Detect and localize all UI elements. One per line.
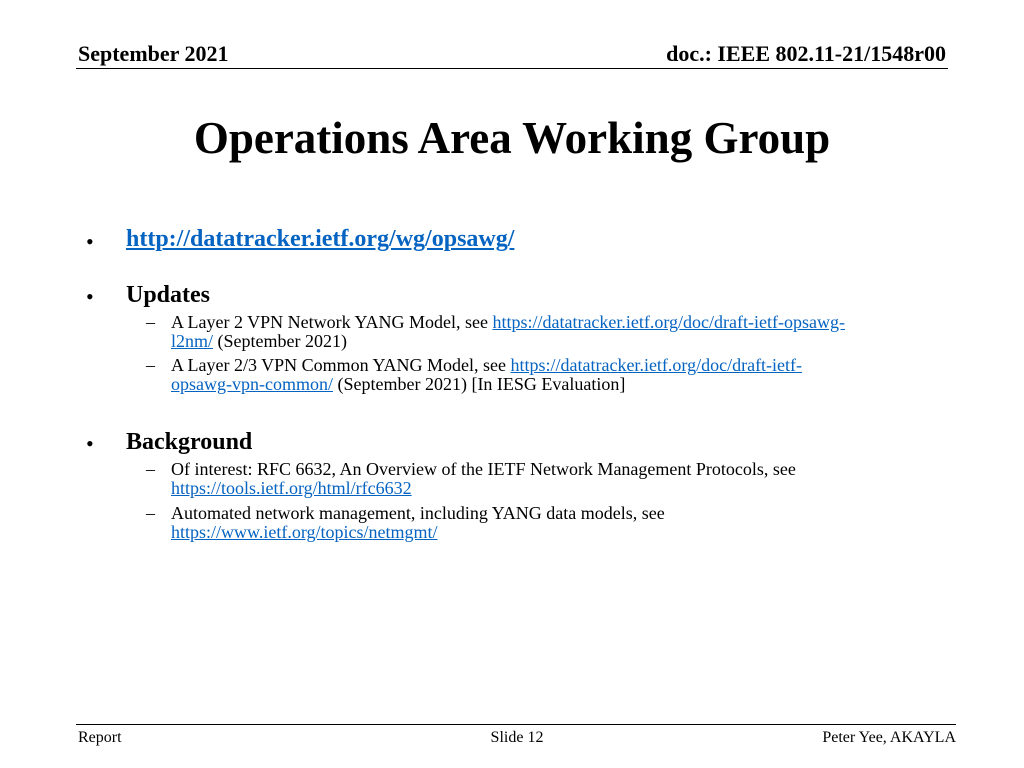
update-item-l2nm-text: A Layer 2 VPN Network YANG Model, see	[171, 312, 493, 332]
update-item-vpn-common-text: A Layer 2/3 VPN Common YANG Model, see	[171, 355, 511, 375]
netmgmt-topic-link[interactable]: https://www.ietf.org/topics/netmgmt/	[171, 522, 438, 542]
background-item-rfc6632-text: Of interest: RFC 6632, An Overview of the IETF Network Management Protocols, see	[171, 459, 796, 479]
l2nm-draft-link-part1[interactable]: https://datatracker.ietf.org/doc/draft-ietf-opsawg-	[492, 312, 845, 332]
slide-title: Operations Area Working Group	[193, 113, 831, 163]
rfc6632-link[interactable]: https://tools.ietf.org/html/rfc6632	[171, 478, 412, 498]
background-heading: Background	[126, 429, 253, 455]
bullet-marker: •	[86, 431, 94, 456]
dash-marker: –	[146, 503, 155, 523]
footer-divider	[76, 724, 956, 725]
bullet-marker: •	[86, 229, 94, 254]
vpn-common-draft-link-part1[interactable]: https://datatracker.ietf.org/doc/draft-ietf-	[510, 355, 803, 375]
l2nm-draft-link-part2[interactable]: l2nm/	[171, 331, 214, 351]
update-item-vpn-common	[171, 356, 931, 394]
update-item-l2nm	[171, 313, 931, 351]
updates-heading: Updates	[126, 282, 211, 308]
dash-marker: –	[146, 355, 155, 375]
opsawg-wg-link[interactable]: http://datatracker.ietf.org/wg/opsawg/	[126, 226, 515, 252]
update-item-vpn-common-status: (September 2021) [In IESG Evaluation]	[332, 374, 626, 394]
header-doc-id: doc.: IEEE 802.11-21/1548r00	[666, 41, 946, 66]
footer-report-label: Report	[78, 729, 122, 746]
footer-author: Peter Yee, AKAYLA	[822, 729, 956, 746]
background-item-rfc6632	[171, 460, 931, 498]
background-item-netmgmt	[171, 504, 931, 542]
slide-number: Slide 12	[490, 729, 544, 746]
vpn-common-draft-link-part2[interactable]: opsawg-vpn-common/	[171, 374, 333, 394]
bullet-marker: •	[86, 284, 94, 309]
header-divider	[76, 68, 948, 69]
background-item-netmgmt-text: Automated network management, including YANG data models, see	[171, 503, 665, 523]
dash-marker: –	[146, 459, 155, 479]
dash-marker: –	[146, 312, 155, 332]
update-item-l2nm-date: (September 2021)	[213, 331, 347, 351]
header-date: September 2021	[78, 41, 229, 66]
